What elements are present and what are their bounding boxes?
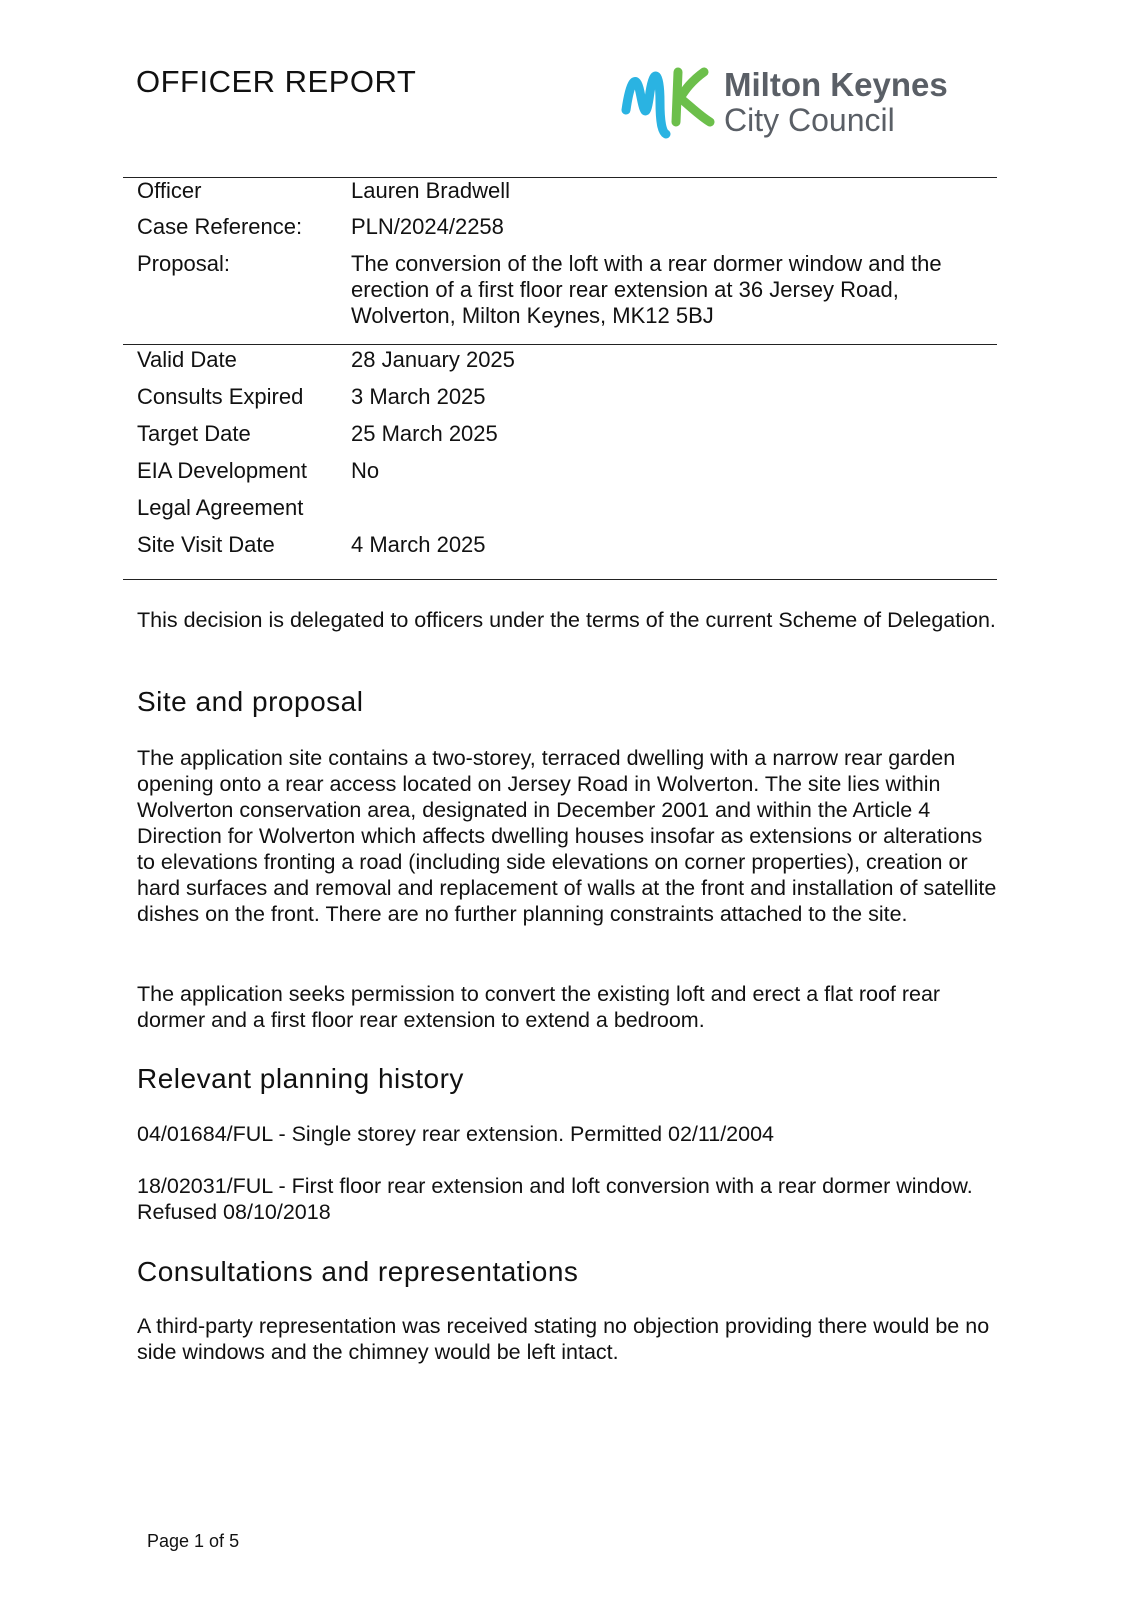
meta-value: 28 January 2025 [351,347,515,372]
meta-value: Lauren Bradwell [351,178,510,203]
meta-value: 25 March 2025 [351,421,498,446]
case-details-block [123,177,997,345]
history-item: 18/02031/FUL - First floor rear extension and loft conversion with a rear dormer window. Refused 08/10/2018 [137,1174,973,1224]
meta-label: Consults Expired [137,384,304,409]
meta-label: Officer [137,178,202,203]
meta-value: No [351,458,380,483]
meta-value: 4 March 2025 [351,532,486,557]
heading-site-and-proposal: Site and proposal [137,686,364,717]
logo-text-line1: Milton Keynes [724,66,948,103]
meta-label: Valid Date [137,347,237,372]
meta-label: Case Reference: [137,214,303,239]
meta-label: Proposal: [137,251,230,276]
meta-label: Target Date [137,421,251,446]
heading-planning-history: Relevant planning history [137,1063,464,1094]
meta-value: 3 March 2025 [351,384,486,409]
meta-label: EIA Development [137,458,307,483]
logo-text-line2: City Council [724,102,895,138]
meta-value: PLN/2024/2258 [351,214,504,239]
meta-label: Legal Agreement [137,495,304,520]
consultation-paragraph: A third-party representation was received stating no objection providing there would be no side windows and the chimney would be left intact. [137,1314,990,1364]
meta-value: The conversion of the loft with a rear dormer window and the erection of a first floor rear extension at 36 Jersey Road, Wolverton, Milton Keynes, MK12 5BJ [351,251,942,328]
page-number: Page 1 of 5 [147,1531,240,1551]
heading-consultations: Consultations and representations [137,1256,579,1287]
proposal-paragraph: The application seeks permission to convert the existing loft and erect a flat roof rear dormer and a first floor rear extension to extend a bedroom. [137,982,941,1032]
history-item: 04/01684/FUL - Single storey rear extension. Permitted 02/11/2004 [137,1122,775,1146]
meta-label: Site Visit Date [137,532,275,557]
report-title: OFFICER REPORT [136,64,417,99]
site-description-paragraph: The application site contains a two-storey, terraced dwelling with a narrow rear garden opening onto a rear access located on Jersey Road in Wolverton. The site lies within Wolverton conservation area, designated in December 2001 and within the Article 4 Direction for Wolverton which affects dwelling houses insofar as extensions or alterations to elevations fronting a road (including side elevations on corner properties), creation or hard surfaces and removal and replacement of walls at the front and installation of satellite dishes on the front. There are no further planning constraints attached to the site. [137,746,997,926]
dates-block [123,343,997,580]
delegation-statement: This decision is delegated to officers under the terms of the current Scheme of Delegation. [137,608,996,632]
mk-logo-icon [620,62,720,142]
council-logo [620,62,1000,146]
